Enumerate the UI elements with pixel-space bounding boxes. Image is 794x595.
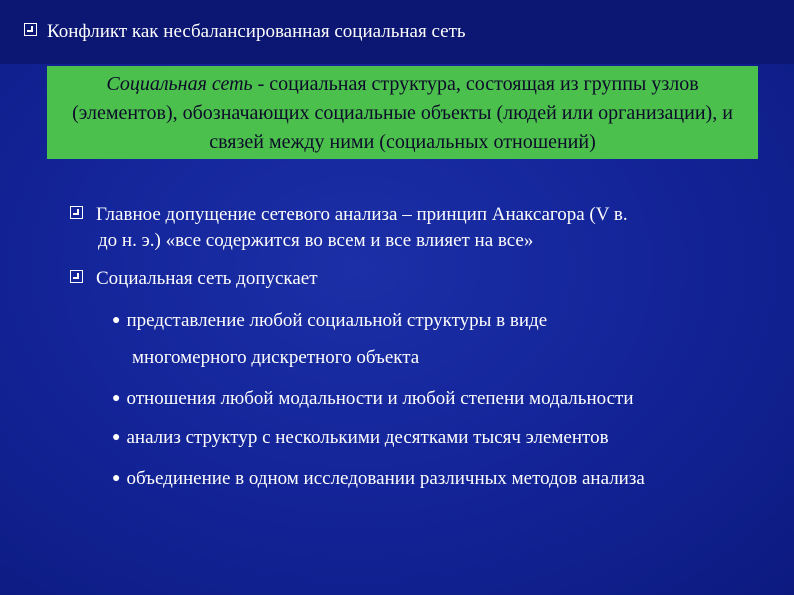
slide-title-text: Конфликт как несбалансированная социальная сеть xyxy=(47,21,466,42)
bullet-main-assumption xyxy=(70,202,770,254)
subitem-methods-combination xyxy=(112,466,645,492)
dot-bullet-icon: ● xyxy=(112,430,121,445)
subitem-modality xyxy=(112,386,634,412)
dot-bullet-icon: ● xyxy=(112,313,121,328)
bullet-text: Социальная сеть допускает xyxy=(96,268,318,289)
definition-box xyxy=(47,66,758,159)
subitem-representation xyxy=(112,308,547,334)
subitem-text: объединение в одном исследовании различных методов анализа xyxy=(126,468,645,489)
checkbox-bullet-icon xyxy=(70,206,83,219)
subitem-representation-continued: многомерного дискретного объекта xyxy=(132,347,420,368)
subitem-structure-analysis xyxy=(112,425,609,451)
slide-title xyxy=(24,21,466,43)
bullet-network-allows xyxy=(70,266,318,292)
subitem-text: представление любой социальной структуры в виде xyxy=(126,310,548,331)
bullet-text: Главное допущение сетевого анализа – принцип Анаксагора (V в. xyxy=(96,204,628,225)
checkbox-bullet-icon xyxy=(70,270,83,283)
definition-text: - социальная структура, состоящая из группы узлов (элементов), обозначающих социальные объекты (людей или организации), и связей между ними (социальных отношений) xyxy=(72,73,733,153)
dot-bullet-icon: ● xyxy=(112,471,121,486)
checkbox-bullet-icon xyxy=(24,23,37,36)
bullet-text-continued: до н. э.) «все содержится во всем и все влияет на все» xyxy=(98,230,534,251)
subitem-text: анализ структур с несколькими десятками тысяч элементов xyxy=(126,427,609,448)
subitem-text: отношения любой модальности и любой степени модальности xyxy=(126,388,634,409)
definition-term: Социальная сеть xyxy=(106,73,253,95)
dot-bullet-icon: ● xyxy=(112,391,121,406)
